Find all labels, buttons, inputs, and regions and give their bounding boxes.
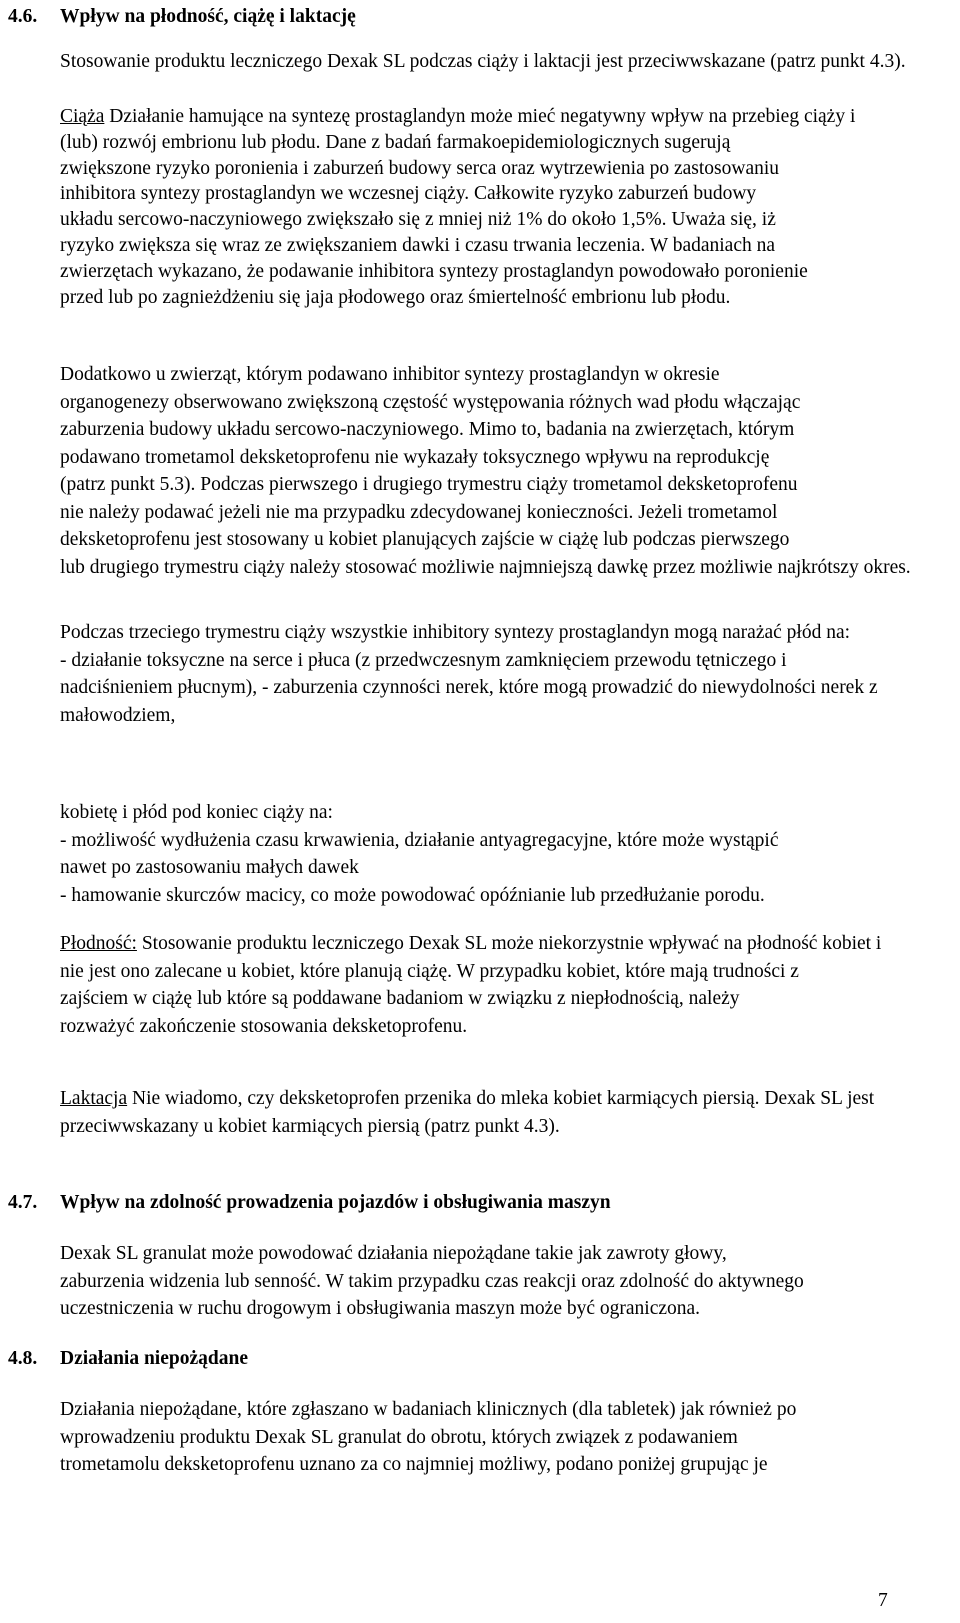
animals-line: nie należy podawać jeżeli nie ma przypadku zdecydowanej konieczności. Jeżeli trometamol: [60, 501, 778, 523]
lactation-heading: Laktacja: [60, 1088, 128, 1109]
lactation-line: przeciwwskazany u kobiet karmiących piersią (patrz punkt 4.3).: [60, 1115, 560, 1137]
pregnancy-block: [60, 104, 938, 310]
animals-line: deksketoprofenu jest stosowany u kobiet planujących zajście w ciążę lub podczas pierwszego: [60, 529, 790, 550]
adverse-effects-paragraph: [60, 1396, 938, 1479]
pregnancy-line: zwiększone ryzyko poronienia i zaburzeń budowy serca oraz wytrzewienia po zastosowaniu: [60, 157, 780, 179]
driving-line: zaburzenia widzenia lub senność. W takim przypadku czas reakcji oraz zdolność do aktywnego: [60, 1270, 804, 1292]
mother-fetus-line: - hamowanie skurczów macicy, co może powodować opóźnianie lub przedłużanie porodu.: [60, 884, 765, 906]
adverse-effects-line: wprowadzeniu produktu Dexak SL granulat do obrotu, których związek z podawaniem: [60, 1426, 738, 1448]
pregnancy-line: przed lub po zagnieżdżeniu się jaja płodowego oraz śmiertelność embrionu lub płodu.: [60, 286, 731, 308]
third-trimester-paragraph: [60, 619, 938, 729]
section-4-6-heading: [8, 4, 938, 30]
pregnancy-line: ryzyko zwiększa się wraz ze zwiększaniem dawki i czasu trwania leczenia. W badaniach na: [60, 234, 776, 256]
page-number: 7: [878, 1590, 888, 1611]
adverse-effects-line: trometamolu deksketoprofenu uznano za co najmniej możliwy, podano poniżej grupując je: [60, 1454, 768, 1475]
pregnancy-line: układu sercowo-naczyniowego zwiększało się z mniej niż 1% do około 1,5%. Uważa się, iż: [60, 209, 776, 231]
pregnancy-line: zwierzętach wykazano, że podawanie inhibitora syntezy prostaglandyn powodowało poronienie: [60, 260, 808, 282]
third-trimester-line: płód na:: [786, 622, 851, 643]
animals-line: organogenezy obserwowano zwiększoną częstość występowania różnych wad płodu włączając: [60, 391, 801, 413]
third-trimester-line: - zaburzenia czynności nerek, które mogą prowadzić do niewydolności nerek z: [262, 677, 878, 698]
fertility-line: zajściem w ciążę lub które są poddawane badaniom w związku z niepłodnością, należy: [60, 988, 740, 1009]
fertility-block: [60, 930, 938, 1040]
fertility-heading: Płodność:: [60, 933, 137, 954]
pregnancy-line: Działanie hamujące na syntezę prostaglandyn może mieć negatywny wpływ na przebieg ciąży i: [109, 106, 856, 127]
fertility-line: rozważyć zakończenie stosowania deksketoprofenu.: [60, 1015, 468, 1037]
animals-line: lub drugiego trymestru ciąży należy stosować możliwie najmniejszą dawkę przez możliwie: [60, 556, 773, 578]
pregnancy-line: (lub) rozwój embrionu lub płodu. Dane z badań farmakoepidemiologicznych sugerują: [60, 131, 731, 153]
fertility-line: nie jest ono zalecane u kobiet, które planują ciążę. W przypadku kobiet, które mają trudności z: [60, 960, 799, 982]
pregnancy-heading: Ciąża: [60, 106, 105, 127]
section-title: Wpływ na płodność, ciążę i laktację: [60, 6, 356, 27]
animals-line: Dodatkowo u zwierząt, którym podawano inhibitor syntezy prostaglandyn w okresie: [60, 364, 720, 385]
mother-fetus-line: - możliwość wydłużenia czasu krwawienia, działanie antyagregacyjne, które może wystąpić: [60, 829, 779, 851]
mother-fetus-paragraph: [60, 799, 938, 909]
pregnancy-line: inhibitora syntezy prostaglandyn we wczesnej ciąży. Całkowite ryzyko zaburzeń budowy: [60, 183, 757, 205]
animals-line: (patrz punkt 5.3). Podczas pierwszego i drugiego trymestru ciąży trometamol deksketoprofenu: [60, 474, 798, 495]
third-trimester-line: - działanie toksyczne na serce i płuca (z przedwczesnym zamknięciem przewodu tętniczego i: [60, 649, 787, 671]
mother-fetus-line: kobietę i płód pod koniec ciąży na:: [60, 802, 333, 823]
animals-line: podawano trometamol deksketoprofenu nie wykazały toksycznego wpływu na reprodukcję: [60, 446, 770, 468]
section-number: 4.8.: [8, 1348, 38, 1369]
section-4-7-heading: [8, 1190, 938, 1216]
third-trimester-line: nadciśnieniem płucnym),: [60, 677, 258, 698]
lactation-block: [60, 1085, 938, 1140]
driving-line: uczestniczenia w ruchu drogowym i obsługiwania maszyn może być ograniczona.: [60, 1298, 701, 1319]
section-4-8-heading: [8, 1346, 938, 1372]
section-number: 4.6.: [8, 6, 38, 27]
section-title: Wpływ na zdolność prowadzenia pojazdów i obsługiwania maszyn: [60, 1192, 611, 1213]
intro-paragraph: Stosowanie produktu leczniczego Dexak SL podczas ciąży i laktacji jest przeciwwskazane (patrz punkt 4.3).: [60, 51, 906, 72]
third-trimester-line: małowodziem,: [60, 704, 176, 726]
animals-paragraph: [60, 361, 938, 581]
fertility-line: Stosowanie produktu leczniczego Dexak SL może niekorzystnie wpływać na płodność kobiet i: [141, 933, 882, 954]
adverse-effects-line: Działania niepożądane, które zgłaszano w badaniach klinicznych (dla tabletek) jak również po: [60, 1399, 797, 1420]
section-title: Działania niepożądane: [60, 1348, 248, 1369]
third-trimester-line: Podczas trzeciego trymestru ciąży wszystkie inhibitory syntezy prostaglandyn mogą narażać: [60, 622, 782, 643]
animals-line: najkrótszy okres.: [777, 556, 911, 578]
lactation-line: Nie wiadomo, czy deksketoprofen przenika do mleka kobiet karmiących piersią. Dexak SL jest: [132, 1088, 875, 1109]
section-number: 4.7.: [8, 1192, 38, 1213]
driving-paragraph: [60, 1240, 938, 1323]
driving-line: Dexak SL granulat może powodować działania niepożądane takie jak zawroty głowy,: [60, 1243, 727, 1264]
mother-fetus-line: nawet po zastosowaniu małych dawek: [60, 857, 359, 878]
animals-line: zaburzenia budowy układu sercowo-naczyniowego. Mimo to, badania na zwierzętach, którym: [60, 419, 795, 440]
